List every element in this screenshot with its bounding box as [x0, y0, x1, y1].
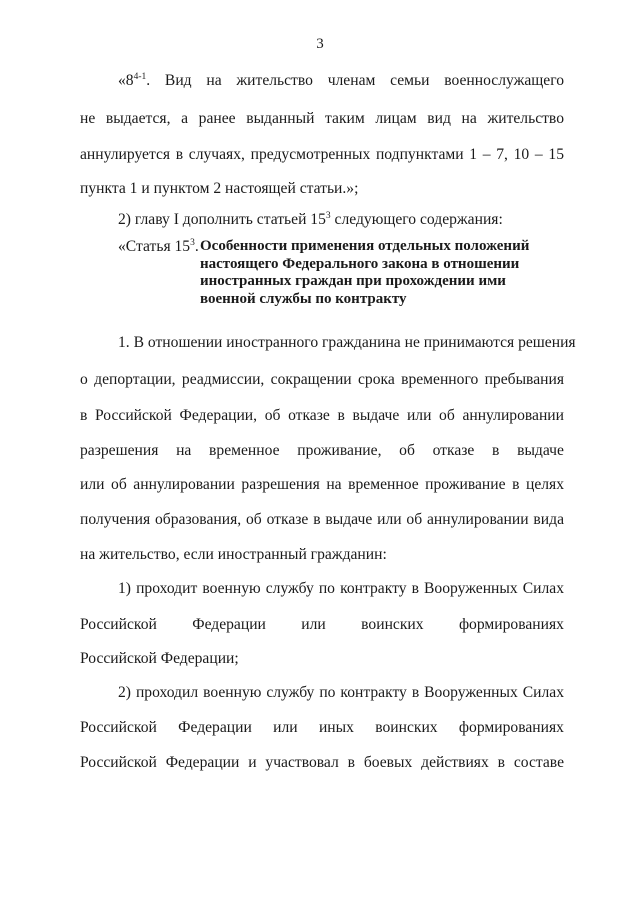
paragraph-8-4-1-line-1: [118, 72, 564, 90]
paragraph-8-4-1-line-4: пункта 1 и пунктом 2 настоящей статьи.»;: [80, 180, 359, 197]
clause-1-line-5: или об аннулировании разрешения на временное проживание в целях: [80, 476, 564, 493]
word: Российской: [80, 719, 157, 736]
word: воинских: [375, 719, 438, 736]
word: Федерации: [192, 616, 266, 633]
clause-1-line-1: 1. В отношении иностранного гражданина не принимаются решения: [118, 334, 576, 351]
word: или: [301, 616, 326, 633]
article-title: [200, 238, 564, 308]
word: проживание,: [297, 442, 382, 459]
word: временное: [209, 442, 280, 459]
word: формированиях: [458, 616, 564, 633]
article-title-line: военной службы по контракту: [200, 290, 407, 307]
clause-1-line-6: получения образования, об отказе в выдаче или об аннулировании вида: [80, 511, 564, 528]
paragraph-8-4-1-line-3: аннулируется в случаях, предусмотренных подпунктами 1 – 7, 10 – 15: [80, 146, 564, 163]
subclause-2-line-3: Российской Федерации и участвовал в боевых действиях в составе: [80, 754, 564, 771]
page-number: 3: [316, 36, 324, 52]
word: Федерации: [178, 719, 252, 736]
subclause-1-line-3: Российской Федерации;: [80, 650, 239, 667]
word: на: [176, 442, 192, 459]
amendment-2: 2) главу I дополнить статьей $15^3$ следующего содержания:: [118, 211, 503, 228]
word: на: [206, 72, 222, 89]
word: членам: [327, 72, 376, 89]
word: жительство: [236, 72, 313, 89]
word: отказе: [432, 442, 475, 459]
clause-1-line-7: на жительство, если иностранный гражданин:: [80, 546, 387, 563]
paragraph-8-4-1-line-2: не выдается, а ранее выданный таким лицам вид на жительство: [80, 110, 564, 127]
subclause-2-line-1: 2) проходил военную службу по контракту в Вооруженных Силах: [118, 684, 564, 701]
word: военнослужащего: [444, 72, 564, 89]
word: или: [273, 719, 298, 736]
word: об: [399, 442, 415, 459]
clause-1-line-4: [80, 442, 564, 460]
word: иных: [318, 719, 354, 736]
word: формированиях: [458, 719, 564, 736]
article-title-line: Особенности применения отдельных положений: [200, 238, 530, 254]
clause-1-line-3: в Российской Федерации, об отказе в выдаче или об аннулировании: [80, 407, 564, 424]
word: выдаче: [517, 442, 564, 459]
word: разрешения: [80, 442, 159, 459]
subclause-2-line-2: [80, 719, 564, 737]
article-title-line: иностранных граждан при прохождении ими: [200, 273, 506, 290]
word: в: [492, 442, 500, 459]
article-title-line: настоящего Федерального закона в отношении: [200, 255, 520, 272]
clause-1-line-2: о депортации, реадмиссии, сокращении срока временного пребывания: [80, 371, 564, 388]
word: Вид: [164, 72, 192, 89]
subclause-1-line-2: [80, 616, 564, 634]
paragraph-number: «8$^{4-1}$.: [118, 72, 151, 89]
word: воинских: [361, 616, 424, 633]
word: Российской: [80, 616, 157, 633]
article-label: «Статья $15^3$.: [118, 238, 199, 255]
subclause-1-line-1: 1) проходит военную службу по контракту в Вооруженных Силах: [118, 580, 564, 597]
word: семьи: [390, 72, 430, 89]
